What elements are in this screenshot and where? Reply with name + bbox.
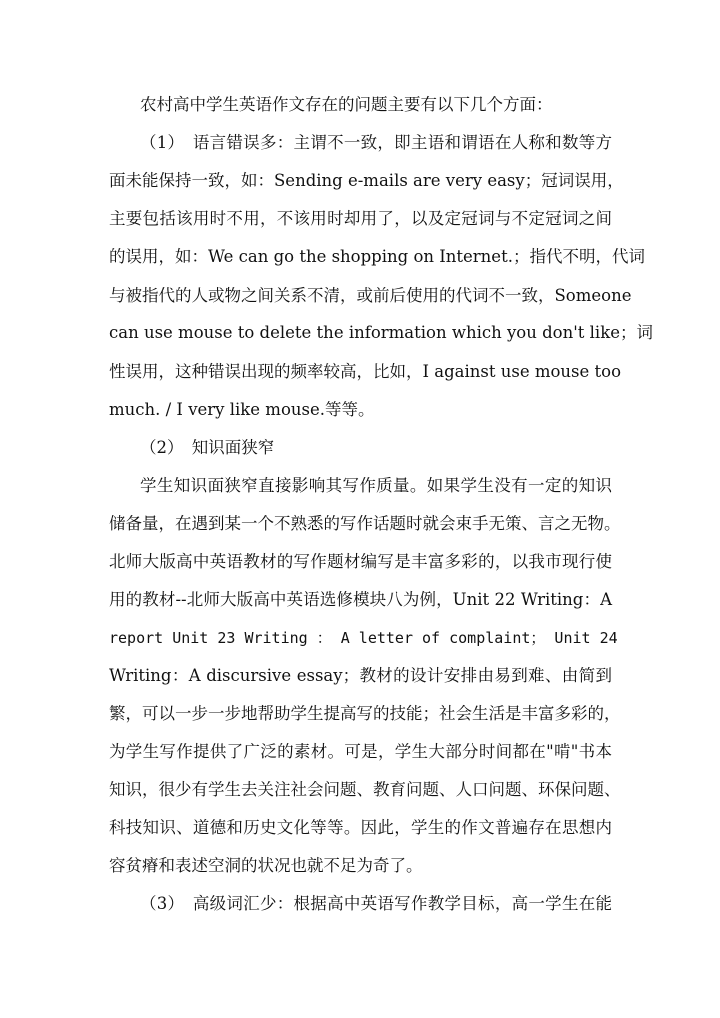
section-2-line-8: 为学生写作提供了广泛的素材。可是，学生大部分时间都在"啃"书本 (109, 742, 612, 761)
section-1-line-4: 的误用，如：We can go the shopping on Internet.；指代不明，代词 (109, 247, 645, 266)
section-2-line-5: report Unit 23 Writing ： A letter of complaint； Unit 24 (109, 629, 618, 647)
section-1-line-8: much. / I very like mouse.等等。 (109, 400, 375, 419)
section-2-line-2: 储备量，在遇到某一个不熟悉的写作话题时就会束手无策、言之无物。 (109, 514, 621, 533)
section-2-line-3: 北师大版高中英语教材的写作题材编写是丰富多彩的，以我市现行使 (109, 552, 612, 571)
section-1-line-6: can use mouse to delete the information which you don't like；词 (109, 323, 653, 342)
section-1-line-7: 性误用，这种错误出现的频率较高，比如，I against use mouse too (109, 362, 622, 381)
section-2-line-4: 用的教材--北师大版高中英语选修模块八为例，Unit 22 Writing：A (109, 590, 612, 609)
section-2-heading: （2） 知识面狭窄 (140, 438, 275, 457)
section-1-line-3: 主要包括该用时不用，不该用时却用了，以及定冠词与不定冠词之间 (109, 209, 612, 228)
section-1-line-1: （1） 语言错误多：主谓不一致，即主语和谓语在人称和数等方 (140, 133, 612, 152)
section-2-line-1: 学生知识面狭窄直接影响其写作质量。如果学生没有一定的知识 (140, 476, 612, 495)
section-1-line-2: 面未能保持一致，如：Sending e-mails are very easy；冠词误用， (109, 171, 624, 190)
intro-paragraph: 农村高中学生英语作文存在的问题主要有以下几个方面： (140, 95, 553, 114)
section-2-line-9: 知识，很少有学生去关注社会问题、教育问题、人口问题、环保问题、 (109, 780, 621, 799)
section-2-line-7: 繁，可以一步一步地帮助学生提高写的技能；社会生活是丰富多彩的， (109, 704, 621, 723)
section-2-line-6: Writing：A discursive essay；教材的设计安排由易到难、由简到 (109, 666, 612, 685)
section-3-line-1: （3） 高级词汇少：根据高中英语写作教学目标，高一学生在能 (140, 894, 612, 913)
section-1-line-5: 与被指代的人或物之间关系不清，或前后使用的代词不一致，Someone (109, 286, 632, 305)
section-2-line-11: 容贫瘠和表述空洞的状况也就不足为奇了。 (109, 856, 423, 875)
section-2-line-10: 科技知识、道德和历史文化等等。因此，学生的作文普遍存在思想内 (109, 818, 612, 837)
